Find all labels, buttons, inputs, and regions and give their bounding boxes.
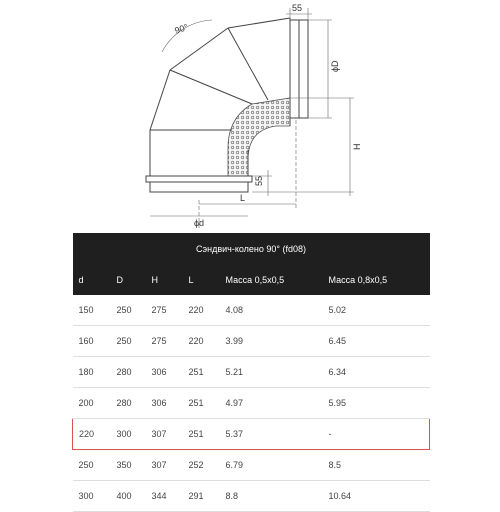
table-cell: 300 [111, 419, 146, 450]
table-cell: 8.5 [323, 450, 430, 481]
elbow-technical-drawing [0, 0, 500, 228]
table-cell: 220 [183, 295, 220, 326]
table-cell: 250 [73, 450, 111, 481]
outer-diameter-label: ϕD [330, 60, 340, 72]
column-header: L [183, 265, 220, 295]
height-label: H [352, 143, 362, 150]
table-cell: 250 [111, 295, 146, 326]
column-header: d [73, 265, 111, 295]
top-offset-label: 55 [292, 3, 303, 13]
table-cell: 200 [73, 388, 111, 419]
table-cell: 5.37 [220, 419, 323, 450]
table-row [73, 450, 430, 481]
column-header: D [111, 265, 146, 295]
table-header-row [73, 265, 430, 295]
table-cell: 10.64 [323, 481, 430, 512]
table-title: Сэндвич-колено 90° (fd08) [73, 233, 430, 265]
table-row [73, 295, 430, 326]
table-cell: 250 [111, 326, 146, 357]
table-cell: 275 [146, 295, 183, 326]
table-cell: 344 [146, 481, 183, 512]
table-cell: 150 [73, 295, 111, 326]
table-cell: 5.95 [323, 388, 430, 419]
table-cell: 400 [111, 481, 146, 512]
top-socket [290, 20, 308, 118]
table-cell: 6.79 [220, 450, 323, 481]
table-row [73, 481, 430, 512]
table-row [73, 326, 430, 357]
length-label: L [240, 193, 246, 203]
table-cell: 220 [183, 326, 220, 357]
table-cell: 291 [183, 481, 220, 512]
table-cell: 275 [146, 326, 183, 357]
table-cell: 5.02 [323, 295, 430, 326]
column-header: H [146, 265, 183, 295]
table-cell: 307 [146, 419, 183, 450]
table-cell: 307 [146, 450, 183, 481]
table-cell: 220 [73, 419, 111, 450]
angle-label: 90° [173, 21, 190, 36]
table-cell: 6.34 [323, 357, 430, 388]
table-cell: 306 [146, 388, 183, 419]
bottom-offset-label: 55 [254, 175, 264, 186]
table-cell: 306 [146, 357, 183, 388]
inner-diameter-label: ϕd [194, 218, 205, 228]
column-header: Масса 0,8х0,5 [323, 265, 430, 295]
table-cell: 251 [183, 419, 220, 450]
table-cell: 251 [183, 357, 220, 388]
table-cell: 8.8 [220, 481, 323, 512]
table-cell: 280 [111, 388, 146, 419]
table-cell: 180 [73, 357, 111, 388]
table-row [73, 357, 430, 388]
table-cell: 280 [111, 357, 146, 388]
table-cell: 3.99 [220, 326, 323, 357]
bottom-socket [146, 176, 252, 192]
table-cell: - [323, 419, 430, 450]
table-cell: 252 [183, 450, 220, 481]
specification-table [72, 233, 430, 512]
table-cell: 160 [73, 326, 111, 357]
table-cell: 4.97 [220, 388, 323, 419]
table-cell: 300 [73, 481, 111, 512]
table-row [73, 388, 430, 419]
column-header: Масса 0,5х0,5 [220, 265, 323, 295]
table-row-highlighted [73, 419, 430, 450]
table-cell: 5.21 [220, 357, 323, 388]
table-cell: 6.45 [323, 326, 430, 357]
table-cell: 251 [183, 388, 220, 419]
table-cell: 350 [111, 450, 146, 481]
table-cell: 4.08 [220, 295, 323, 326]
